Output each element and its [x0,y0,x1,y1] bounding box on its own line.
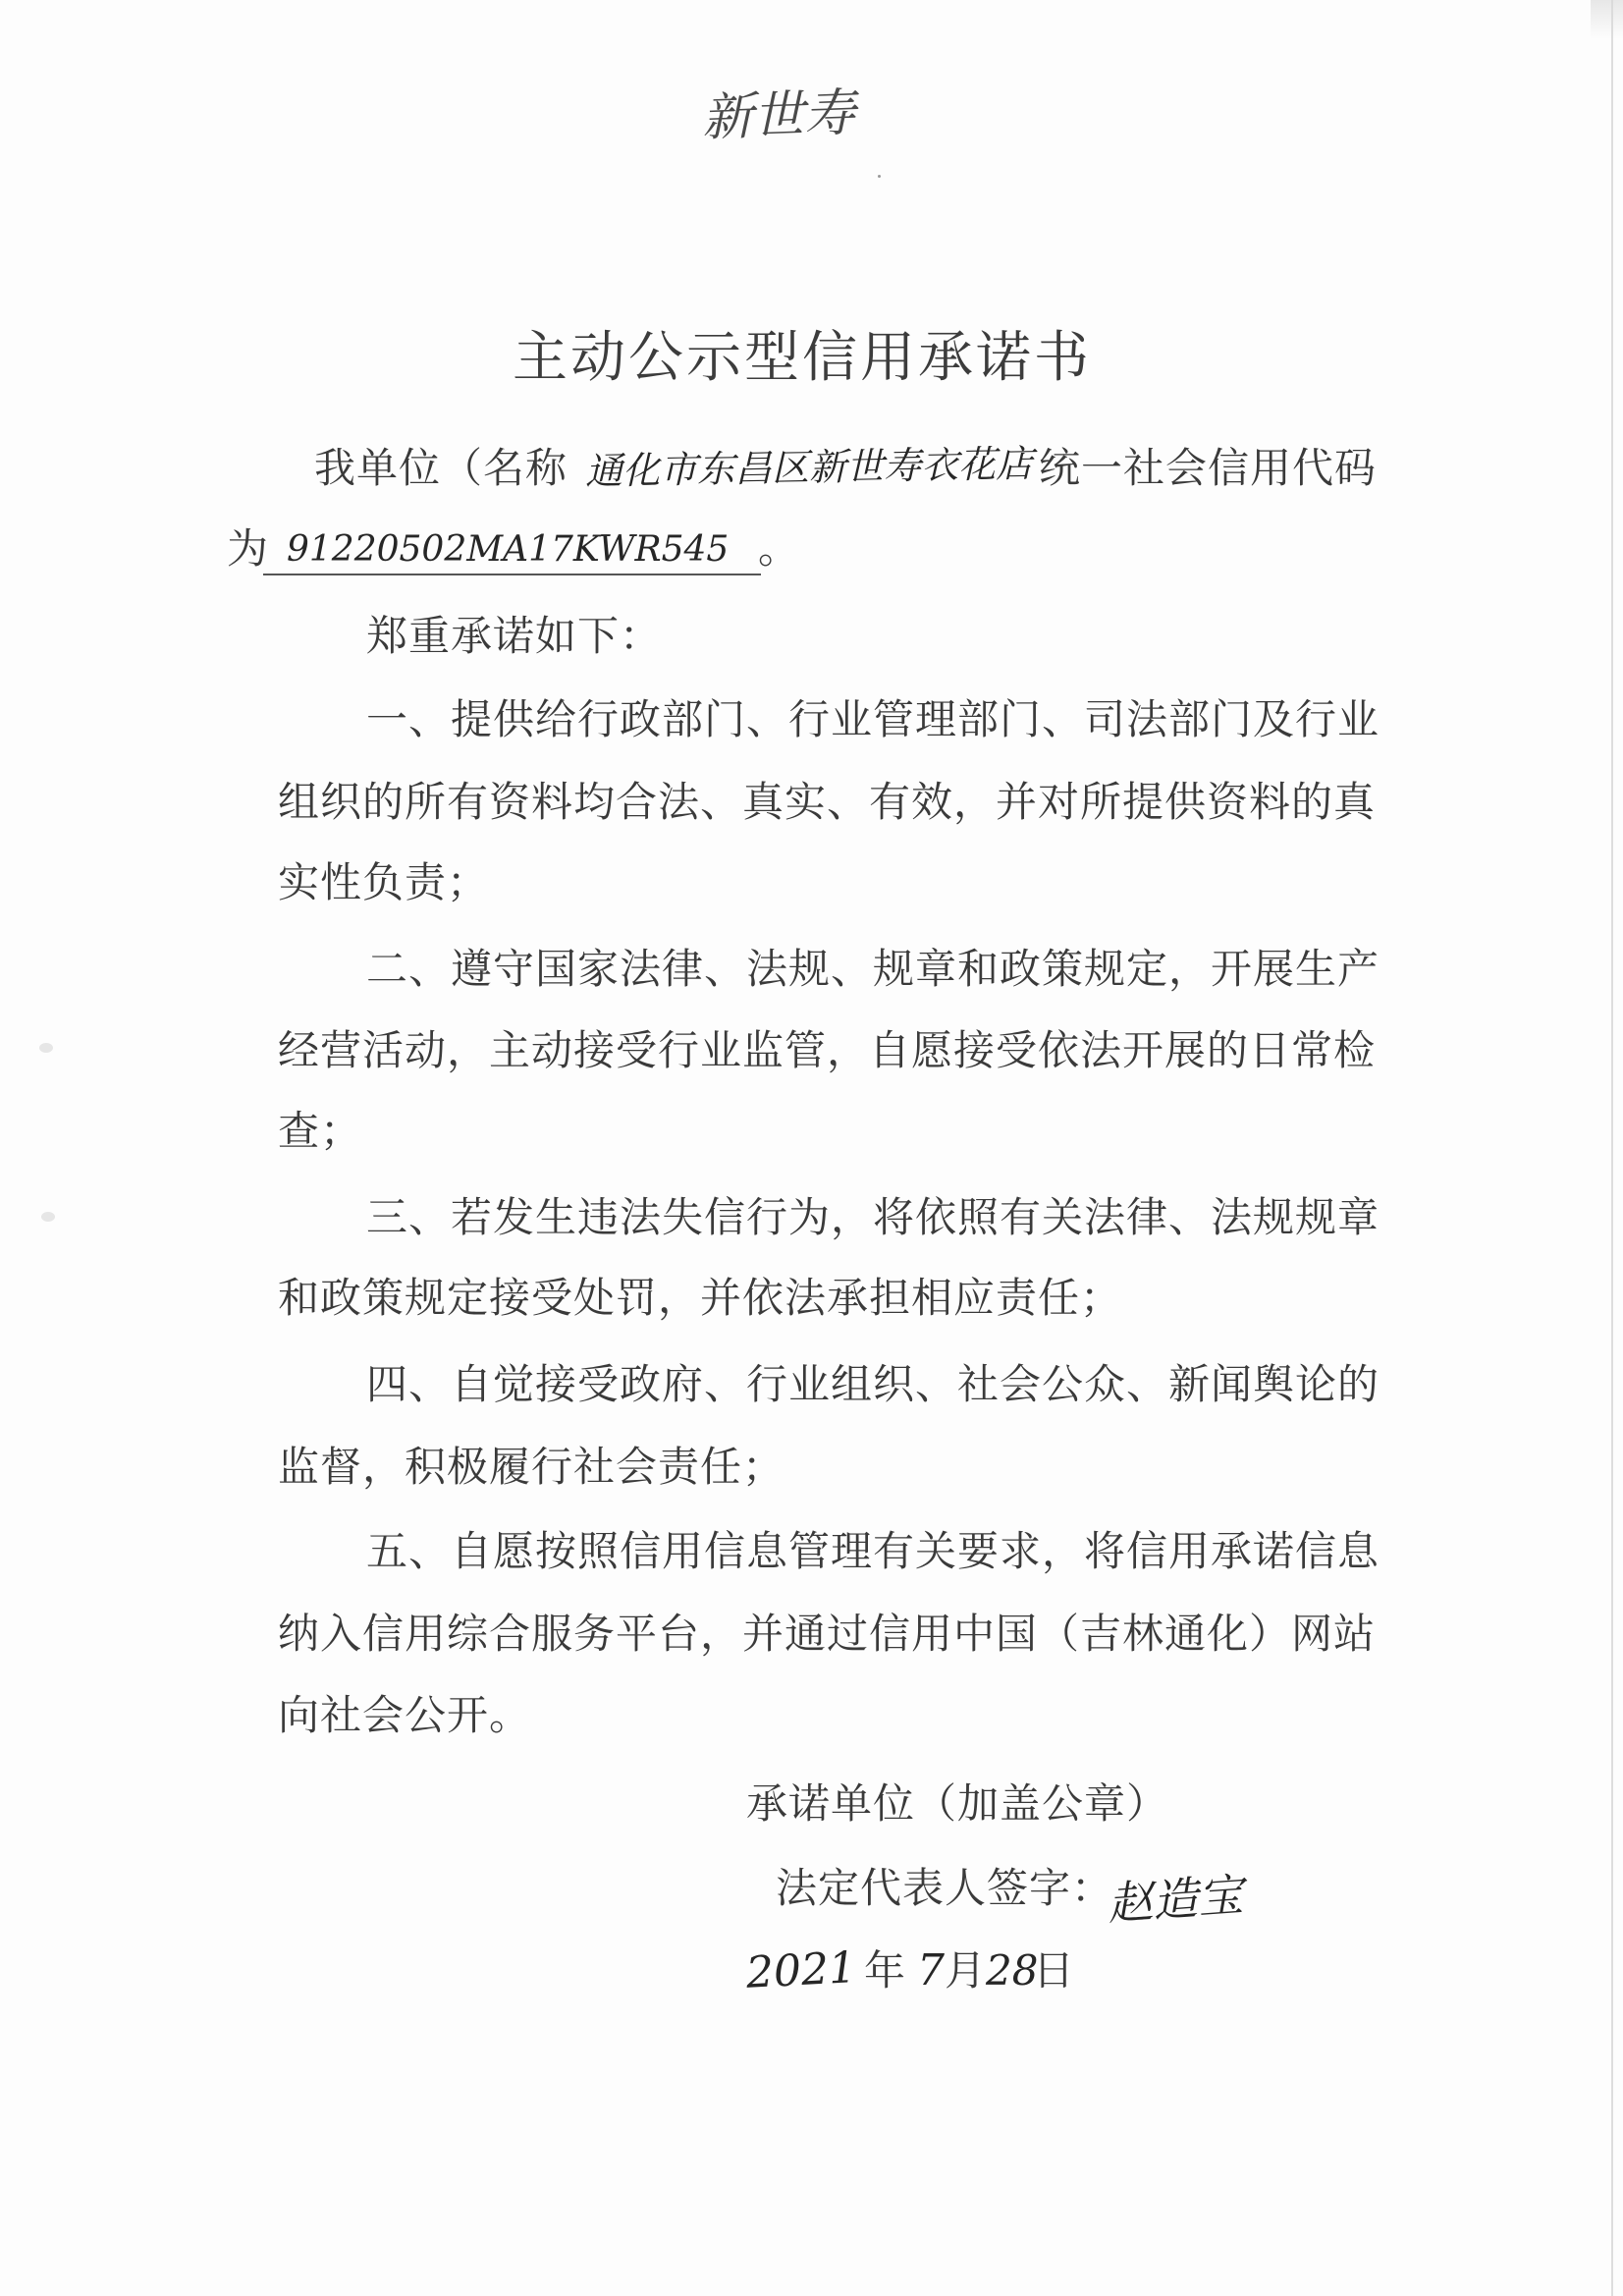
date-year-handwritten: 2021 [744,1942,858,1998]
clause-3-line-2: 和政策规定接受处罚，并依法承担相应责任； [278,1274,1123,1322]
clause-5-line-2: 纳入信用综合服务平台，并通过信用中国（吉林通化）网站 [278,1610,1377,1658]
scan-dot [878,175,881,178]
clause-2-line-3: 查； [278,1107,363,1155]
signature-label: 法定代表人签字： [776,1864,1114,1912]
clause-4-line-1: 四、自觉接受政府、行业组织、社会公众、新闻舆论的 [366,1360,1380,1408]
credit-code-underline [263,574,761,575]
scan-corner-shadow [1591,0,1623,39]
pledging-unit-label: 承诺单位（加盖公章） [746,1779,1169,1828]
date-day-handwritten: 28 [986,1946,1039,1995]
date-month-handwritten: 7 [917,1945,945,1995]
clause-4-line-2: 监督，积极履行社会责任； [278,1443,785,1491]
credit-code-handwritten: 91220502MA17KWR545 [287,529,730,570]
date-year-unit: 年 [864,1946,907,1995]
date-day-unit: 日 [1033,1946,1076,1995]
intro-line1-suffix: 统一社会信用代码 [1039,444,1378,492]
clause-1-line-1: 一、提供给行政部门、行业管理部门、司法部门及行业 [366,695,1380,743]
document-title: 主动公示型信用承诺书 [513,326,1092,390]
clause-1-line-2: 组织的所有资料均合法、真实、有效，并对所提供资料的真 [278,778,1377,826]
scan-edge [1611,0,1613,2296]
date-month-unit: 月 [945,1946,988,1995]
clause-2-line-2: 经营活动，主动接受行业监管，自愿接受依法开展的日常检 [278,1026,1377,1074]
intro-line2-prefix: 为 [227,524,270,573]
handwritten-annotation: 新世寿 [701,83,857,148]
pledge-heading: 郑重承诺如下： [366,612,663,660]
company-name-handwritten: 通化市东昌区新世寿衣花店 [584,442,1034,493]
clause-1-line-3: 实性负责； [278,858,490,906]
intro-line2-suffix: 。 [758,524,801,573]
intro-line1-prefix: 我单位（名称 [314,444,568,492]
legal-rep-signature: 赵造宝 [1106,1868,1245,1931]
clause-5-line-3: 向社会公开。 [278,1691,532,1739]
scan-smudge [41,1212,55,1222]
clause-5-line-1: 五、自愿按照信用信息管理有关要求，将信用承诺信息 [366,1527,1380,1575]
scan-smudge [39,1043,53,1053]
clause-3-line-1: 三、若发生违法失信行为，将依照有关法律、法规规章 [366,1193,1380,1241]
clause-2-line-1: 二、遵守国家法律、法规、规章和政策规定，开展生产 [366,945,1380,993]
